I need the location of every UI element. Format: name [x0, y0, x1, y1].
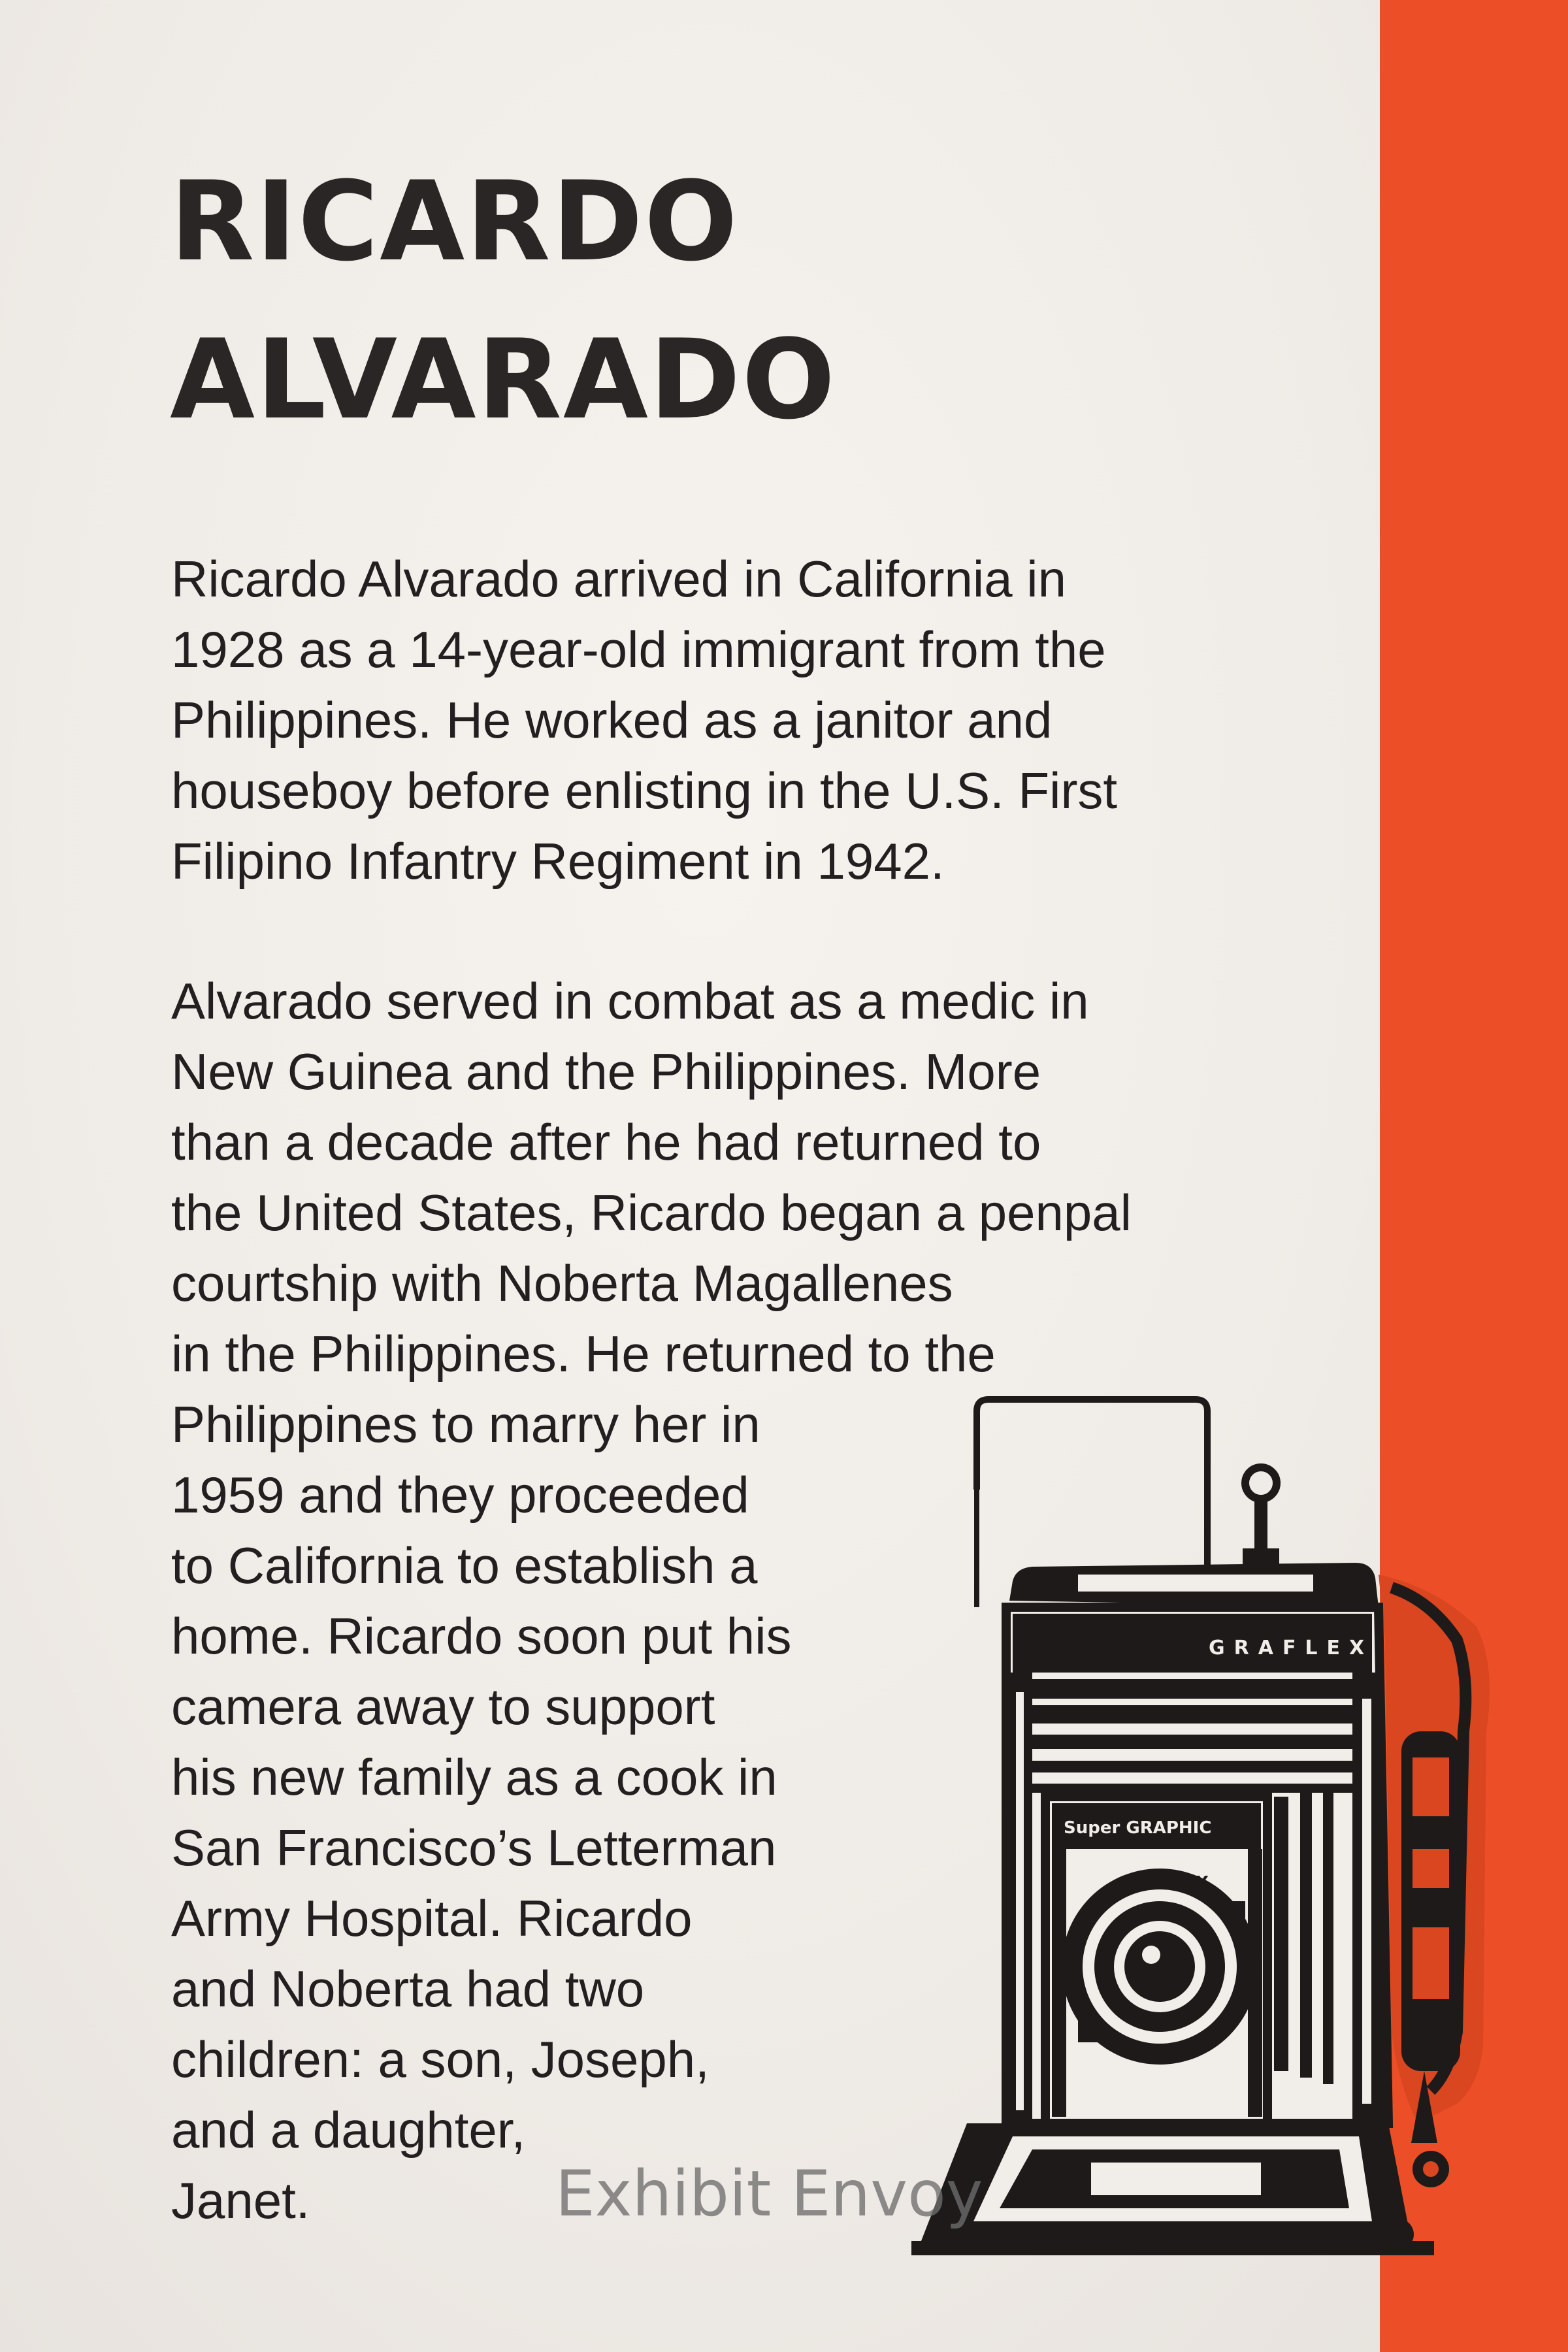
- text-line: 1928 as a 14-year-old immigrant from the: [171, 621, 1106, 678]
- press-camera-icon: [751, 1392, 1503, 2267]
- text-line: Janet.: [171, 2172, 310, 2229]
- text-line: the United States, Ricardo began a penpal: [171, 1184, 1132, 1241]
- lens-label: GRAPHEX: [1117, 1873, 1209, 1893]
- text-line: his new family as a cook in: [171, 1748, 777, 1806]
- text-line: to California to establish a: [171, 1537, 758, 1594]
- text-line: Ricardo Alvarado arrived in California in: [171, 550, 1066, 608]
- text-line: Alvarado served in combat as a medic in: [171, 972, 1089, 1030]
- title-line-last-name: ALVARADO: [170, 316, 837, 444]
- camera-brand-top: GRAFLEX: [1209, 1637, 1374, 1659]
- page-title: [170, 157, 837, 483]
- biography-paragraph-1: [171, 544, 1295, 896]
- text-line: 1959 and they proceeded: [171, 1466, 749, 1524]
- text-line: New Guinea and the Philippines. More: [171, 1043, 1041, 1100]
- text-line: Army Hospital. Ricardo: [171, 1889, 693, 1947]
- text-line: and Noberta had two: [171, 1960, 645, 2017]
- text-line: houseboy before enlisting in the U.S. First: [171, 762, 1118, 819]
- watermark: Exhibit Envoy: [555, 2157, 983, 2230]
- text-line: Philippines. He worked as a janitor and: [171, 691, 1053, 749]
- text-line: and a daughter,: [171, 2101, 526, 2159]
- text-line: San Francisco’s Letterman: [171, 1819, 777, 1876]
- text-line: in the Philippines. He returned to the: [171, 1325, 996, 1382]
- text-line: Philippines to marry her in: [171, 1396, 760, 1453]
- text-line: camera away to support: [171, 1678, 715, 1735]
- text-line: Filipino Infantry Regiment in 1942.: [171, 832, 945, 890]
- text-line: than a decade after he had returned to: [171, 1113, 1041, 1171]
- text-line: courtship with Noberta Magallenes: [171, 1254, 953, 1312]
- camera-brand-front: Super GRAPHIC: [1064, 1818, 1212, 1838]
- title-line-first-name: RICARDO: [170, 157, 739, 286]
- text-line: home. Ricardo soon put his: [171, 1607, 792, 1665]
- text-line: children: a son, Joseph,: [171, 2031, 710, 2088]
